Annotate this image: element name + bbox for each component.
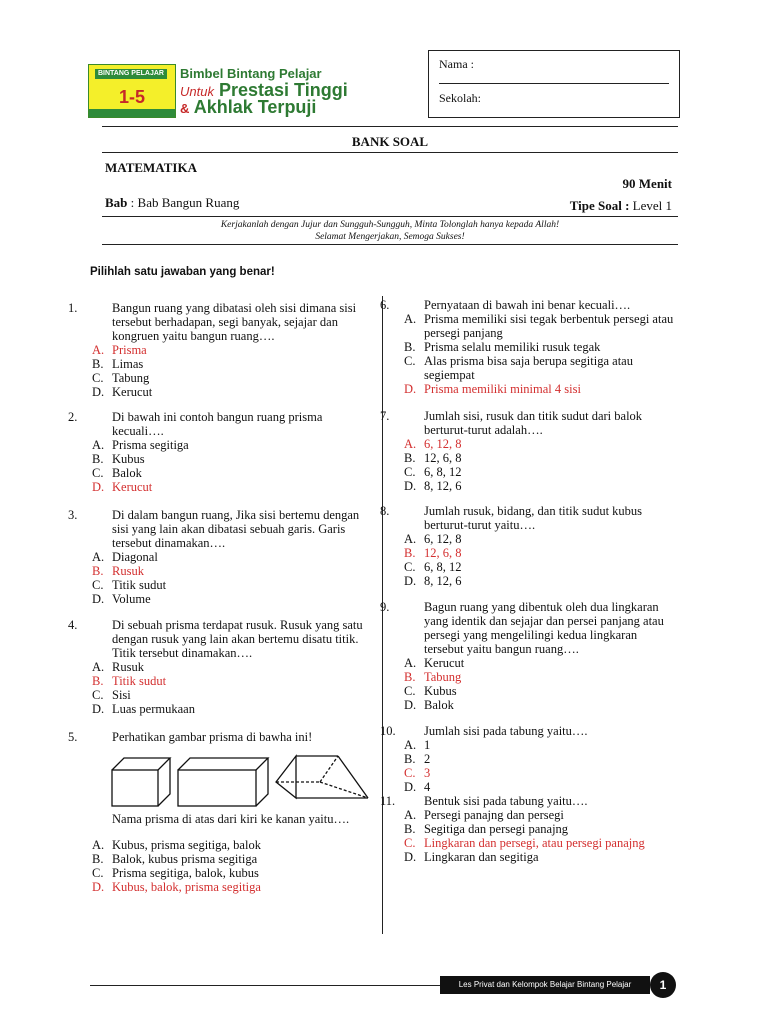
- question-5: 5. Perhatikan gambar prisma di bawha ini!: [68, 730, 313, 744]
- question-6: 6. Pernyataan di bawah ini benar kecuali…. A. Prisma memiliki sisi tegak berbentuk persegi atau persegi panjang B. Prisma selalu memiliki rusuk tegak C. Alas prisma bisa saja berupa segitiga atau segiempat D. Prisma memiliki minimal 4 sisi: [402, 298, 676, 396]
- question-9: 9. Bagun ruang yang dibentuk oleh dua lingkaran yang identik dan sejajar dan persei panjang atau persegi yang mengelilingi kedua lingkaran tersebut yaitu bangun ruang…. A. Kerucut B. Tabung C. Kubus D. Balok: [402, 600, 676, 712]
- option-c: C. Prisma segitiga, balok, kubus: [92, 866, 259, 880]
- option-b: B. Limas: [92, 357, 144, 371]
- option-b: B. 12, 6, 8: [404, 546, 462, 560]
- page-title: BANK SOAL: [351, 134, 429, 149]
- tipe-soal: Tipe Soal : Level 1: [569, 198, 672, 213]
- brand-tagline-1: Untuk Prestasi Tinggi: [180, 80, 348, 100]
- nama-label: Nama :: [439, 57, 474, 71]
- question-1: 1. Bangun ruang yang dibatasi oleh sisi dimana sisi tersebut berhadapan, segi banyak, sejajar dan kongruen yaitu bangun ruang…. A. Prisma B. Limas C. Tabung D. Kerucut: [90, 301, 366, 399]
- instruction: Pilihlah satu jawaban yang benar!: [90, 266, 275, 278]
- column-divider: [382, 296, 383, 934]
- logo: [88, 64, 176, 118]
- option-d: D. 8, 12, 6: [404, 574, 462, 588]
- option-b: B. Rusuk: [92, 564, 144, 578]
- option-a: A. Prisma segitiga: [92, 438, 189, 452]
- question-11: 11. Bentuk sisi pada tabung yaitu…. A. Persegi panajng dan persegi B. Segitiga dan persegi panajng C. Lingkaran dan persegi, atau persegi panajng D. Lingkaran dan segitiga: [402, 794, 692, 864]
- motto: Kerjakanlah dengan Jujur dan Sungguh-Sungguh, Minta Tolonglah hanya kepada Allah! Selamat Mengerjakan, Semoga Sukses!: [220, 220, 560, 242]
- student-info-box: [428, 50, 680, 118]
- option-d: D. Luas permukaan: [92, 702, 195, 716]
- divider: [102, 126, 678, 127]
- duration: 90 Menit: [622, 176, 672, 191]
- option-b: B. Kubus: [92, 452, 145, 466]
- option-a: A. Kerucut: [404, 656, 465, 670]
- question-3: 3. Di dalam bangun ruang, Jika sisi bertemu dengan sisi yang lain akan dibatasi sebuah garis. Garis tersebut dinamakan…. A. Diagonal B. Rusuk C. Titik sudut D. Volume: [90, 508, 366, 606]
- question-8: 8. Jumlah rusuk, bidang, dan titik sudut kubus berturut-turut yaitu…. A. 6, 12, 8 B. 12, 6, 8 C. 6, 8, 12 D. 8, 12, 6: [402, 504, 676, 588]
- page-number: 1: [650, 972, 676, 998]
- bab-line: Bab : Bab Bangun Ruang: [105, 195, 240, 210]
- logo-number: 1-5: [119, 87, 146, 107]
- logo-url-bar: [89, 109, 175, 117]
- option-d: D. Volume: [92, 592, 151, 606]
- option-d: D. 8, 12, 6: [404, 479, 462, 493]
- option-c: C. Lingkaran dan persegi, atau persegi panajng: [404, 836, 645, 850]
- option-c: C. 3: [404, 766, 431, 780]
- option-a: A. Rusuk: [92, 660, 144, 674]
- divider: [102, 152, 678, 153]
- nama-line: [439, 83, 669, 84]
- question-4: 4. Di sebuah prisma terdapat rusuk. Rusuk yang satu dengan rusuk yang lain akan bertemu disatu titik. Titik tersebut dinamakan…. A. Rusuk B. Titik sudut C. Sisi D. Luas permukaan: [90, 618, 366, 716]
- option-d: D. Kerucut: [92, 480, 153, 494]
- option-a: A. Prisma: [92, 343, 147, 357]
- option-a: A. Kubus, prisma segitiga, balok: [92, 838, 261, 852]
- option-b: B. Tabung: [404, 670, 462, 684]
- option-d: D. 4: [404, 780, 431, 794]
- question-2: 2. Di bawah ini contoh bangun ruang prisma kecuali…. A. Prisma segitiga B. Kubus C. Balok D. Kerucut: [90, 410, 366, 494]
- option-d: D. Lingkaran dan segitiga: [404, 850, 539, 864]
- option-a: A. Persegi panajng dan persegi: [404, 808, 564, 822]
- prism-figures: [100, 752, 380, 810]
- option-b: B. Balok, kubus prisma segitiga: [92, 852, 258, 866]
- option-c: C. 6, 8, 12: [404, 465, 462, 479]
- option-c: C. Balok: [92, 466, 142, 480]
- divider: [102, 216, 678, 217]
- option-a: A. 1: [404, 738, 431, 752]
- option-a: A. Prisma memiliki sisi tegak berbentuk persegi atau persegi panjang: [404, 312, 674, 340]
- option-d: D. Balok: [404, 698, 454, 712]
- option-d: D. Prisma memiliki minimal 4 sisi: [404, 382, 581, 396]
- brand-tagline-2: & Akhlak Terpuji: [180, 97, 317, 117]
- option-a: A. Diagonal: [92, 550, 158, 564]
- option-b: B. Titik sudut: [92, 674, 167, 688]
- option-a: A. 6, 12, 8: [404, 532, 462, 546]
- triangular-prism-figure: [276, 756, 368, 798]
- option-b: B. Segitiga dan persegi panajng: [404, 822, 569, 836]
- option-b: B. Prisma selalu memiliki rusuk tegak: [404, 340, 601, 354]
- brand-name: Bimbel Bintang Pelajar: [180, 66, 322, 81]
- question-7: 7. Jumlah sisi, rusuk dan titik sudut dari balok berturut-turut adalah…. A. 6, 12, 8 B. 12, 6, 8 C. 6, 8, 12 D. 8, 12, 6: [402, 409, 676, 493]
- option-d: D. Kubus, balok, prisma segitiga: [92, 880, 261, 894]
- option-b: B. 12, 6, 8: [404, 451, 462, 465]
- sekolah-label: Sekolah:: [439, 91, 481, 105]
- divider: [102, 244, 678, 245]
- footer-text: Les Privat dan Kelompok Belajar Bintang Pelajar: [440, 976, 650, 994]
- option-c: C. Titik sudut: [92, 578, 167, 592]
- subject: MATEMATIKA: [105, 160, 197, 175]
- option-d: D. Kerucut: [92, 385, 153, 399]
- option-a: A. 6, 12, 8: [404, 437, 462, 451]
- cube-figure: [112, 758, 170, 806]
- option-b: B. 2: [404, 752, 431, 766]
- option-c: C. Alas prisma bisa saja berupa segitiga atau segiempat: [404, 354, 633, 382]
- question-5-cont: Nama prisma di atas dari kiri ke kanan yaitu…. A. Kubus, prisma segitiga, balok B. Balok, kubus prisma segitiga C. Prisma segitiga, balok, kubus D. Kubus, balok, prisma segitiga: [90, 812, 366, 894]
- question-10: 10. Jumlah sisi pada tabung yaitu…. A. 1 B. 2 C. 3 D. 4: [402, 724, 676, 794]
- cuboid-figure: [178, 758, 268, 806]
- option-c: C. Tabung: [92, 371, 150, 385]
- option-c: C. Sisi: [92, 688, 131, 702]
- option-c: C. Kubus: [404, 684, 457, 698]
- option-c: C. 6, 8, 12: [404, 560, 462, 574]
- logo-title: BINTANG PELAJAR: [95, 69, 167, 79]
